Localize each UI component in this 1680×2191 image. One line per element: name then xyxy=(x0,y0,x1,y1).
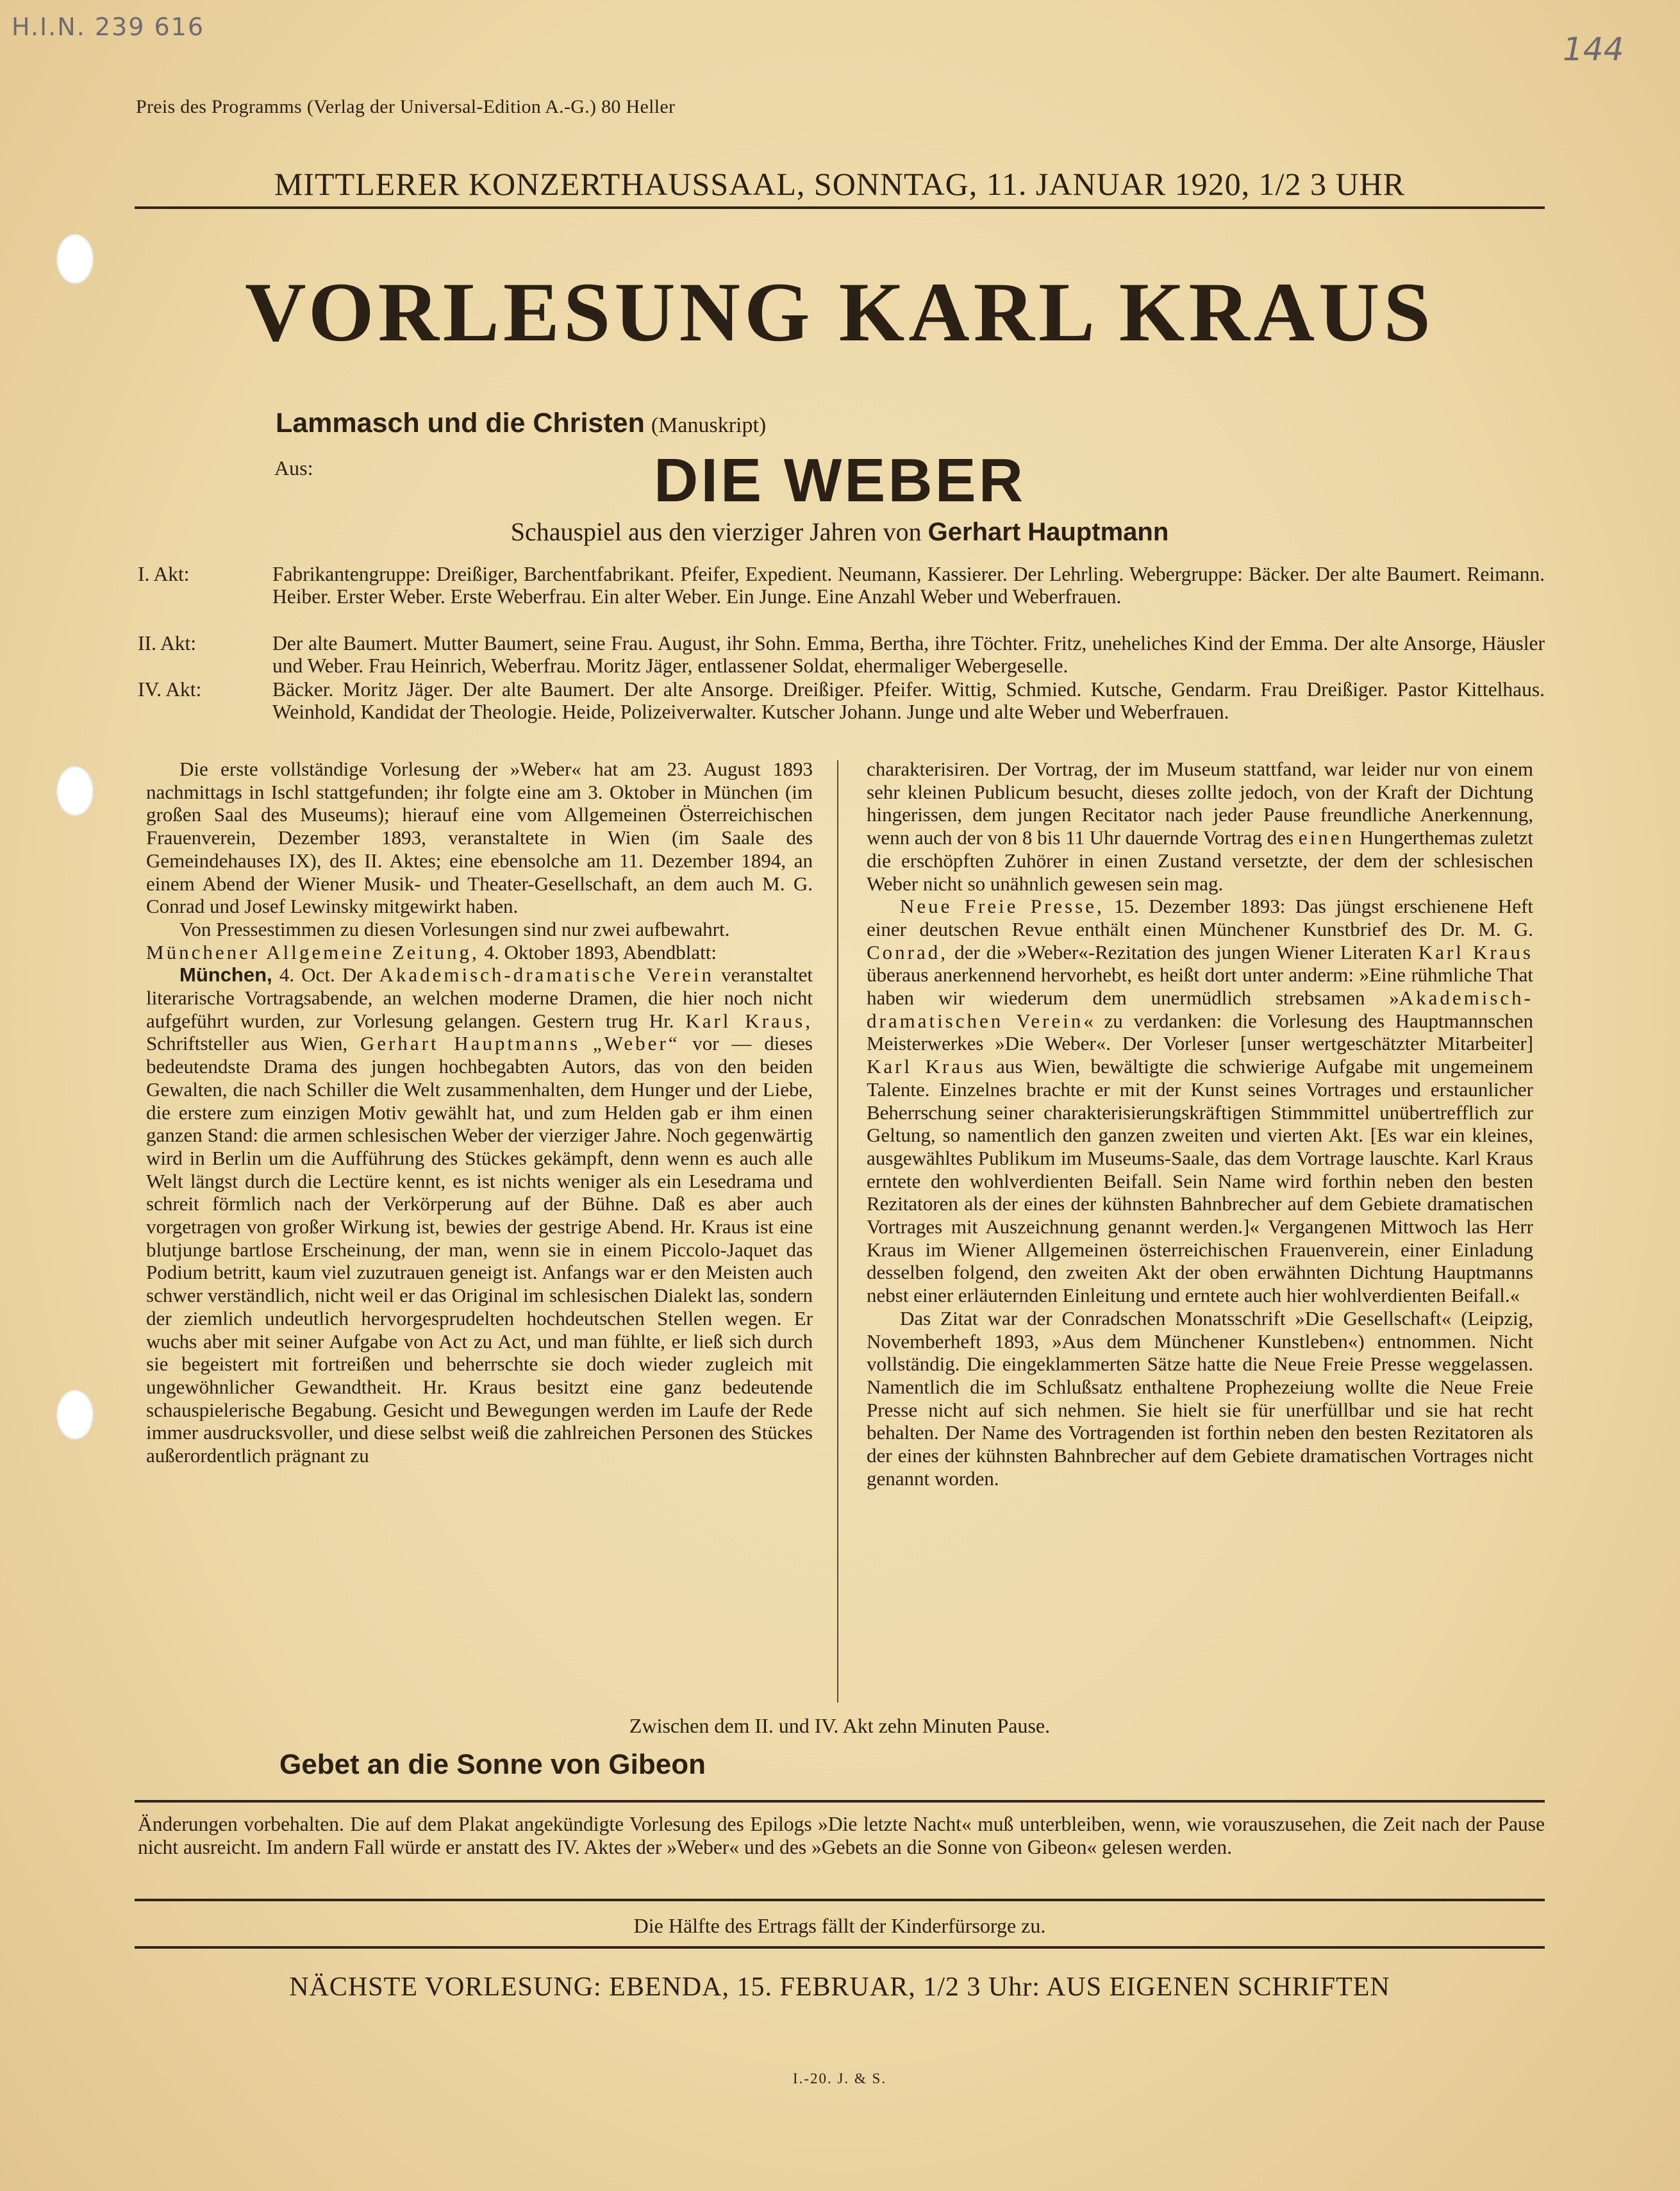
next-reading: NÄCHSTE VORLESUNG: EBENDA, 15. FEBRUAR, 1/2 3 Uhr: AUS EIGENEN SCHRIFTEN xyxy=(289,1972,1390,2002)
page-title: VORLESUNG KARL KRAUS xyxy=(245,265,1435,359)
cast-act-label: I. Akt: xyxy=(138,563,190,585)
nfp-text-d: « zu verdanken: die Vorlesung des Hauptmannschen Meisterwerkes »Die Weber«. Der Vorleser [unser wertgeschätzter Mitarbeiter] xyxy=(867,1009,1533,1055)
pause-line: Zwischen dem II. und IV. Akt zehn Minuten Pause. xyxy=(629,1714,1051,1737)
program-piece-1 xyxy=(276,408,766,439)
aus-label: Aus: xyxy=(274,456,313,479)
nfp-verein: Akademisch-dramatischen Verein xyxy=(867,987,1533,1032)
punch-hole-middle xyxy=(56,766,94,816)
cast-act-text: Fabrikantengruppe: Dreißiger, Barchentfabrikant. Pfeifer, Expedient. Neumann, Kassierer. Der Lehrling. Webergruppe: Bäcker. Der alte Baumert. Reimann. Heiber. Erster Weber. Erste Weberfrau. Ein alter Weber. Ein Junge. Eine Anzahl Weber und Weberfrauen. xyxy=(272,563,1545,608)
left-para-source xyxy=(146,941,813,964)
review-text-c: vor — dieses bedeutendste Drama des jungen hochbegabten Autors, das von den beiden Gewalten, die nach Schiller die Welt zusammenhalten, dem Hunger und der Liebe, die erstere zum einzigen Motiv gewählt hat, und zum Helden gab er ihm einen ganzen Stand: die armen schlesischen Weber der vierziger Jahre. Noch gegenwärtig wird in Berlin um die Aufführung des Stückes gekämpft, denn wenn es auch alle Welt längst durch die Lectüre kennt, es ist nichts weniger als ein Lesedrama und schreit förmlich nach der Verkörperung auf der Bühne. Daß es aber auch vorgetragen von großer Wirkung ist, bewies der gestrige Abend. Hr. Kraus ist eine blutjunge bartlose Erscheinung, der man, wenn sie in einem Piccolo-Jaquet das Podium betritt, kaum viel zuzutrauen geneigt ist. Anfangs war er den Meisten auch schwer verständlich, nicht weil er das Original im schlesischen Dialekt las, sondern der ziemlich undeutlich hervorgesprudelten hochdeutschen Stellen wegen. Er wuchs aber mit seiner Aufgabe von Act zu Act, und man fühlte, er ließ sich durch sie begeistert mit fortreißen und beherrschte sie doch wieder zugleich mit ungewöhnlicher Gewandtheit. Hr. Kraus besitzt eine ganz bedeutende schauspielerische Begabung. Gesicht und Bewegungen werden im Laufe der Rede immer ausdrucksvoller, und diese selbst weiß die zahlreichen Personen des Stückes außerordentlich prägnant zu xyxy=(146,1032,813,1467)
punch-hole-bottom xyxy=(56,1390,94,1440)
left-para-history: Die erste vollständige Vorlesung der »Weber« hat am 23. August 1893 nachmittags in Ischl stattgefunden; ihr folgte eine am 3. Oktober in München (im großen Saal des Museums); hierauf eine vom Allgemeinen Österreichischen Frauenverein, Dezember 1893, veranstaltete in Wien (im Saale des Gemeindehauses IX), des II. Aktes; eine ebensolche am 11. Dezember 1894, an einem Abend der Wiener Musik- und Theater-Gesellschaft, an dem auch M. G. Conrad und Josef Lewinsky mitgewirkt haben. xyxy=(146,758,813,918)
review-kraus: Karl Kraus, xyxy=(685,1009,813,1032)
piece1-note: (Manuskript) xyxy=(651,413,767,437)
changes-rule-bottom xyxy=(135,1899,1545,1901)
cast-act-text: Bäcker. Moritz Jäger. Der alte Baumert. Der alte Ansorge. Dreißiger. Pfeifer. Wittig, Schmied. Kutsche, Gendarm. Frau Dreißiger. Pastor Kittelhaus. Weinhold, Kandidat der Theologie. Heide, Polizeiverwalter. Kutscher Johann. Junge und alte Weber und Weberfrauen. xyxy=(272,678,1545,723)
review-city: München, xyxy=(179,963,272,987)
cast-act-1 xyxy=(138,563,1545,608)
nfp-text-c: überaus anerkennend hervorhebt, es heißt dort unter anderm: »Eine rühmliche That haben wir wiederum dem unermüdlich strebsamen » xyxy=(867,963,1533,1010)
nfp-text-a: 15. Dezember 1893: Das jüngst erschienene Heft einer deutschen Revue enthält einen Münchener Kunstbrief des Dr. M. G. xyxy=(867,895,1534,940)
nfp-text-e: aus Wien, bewältigte die schwierige Aufgabe mit ungemeinem Talente. Einzelnes brachte er mit der Kunst seines Vortrages und erstaunlicher Beherrschung seiner charakterisierungskräftigen Stimmmittel unübertrefflich zur Geltung, so namentlich den ganzen zweiten und vierten Akt. [Es war ein kleines, ausgewähltes Publikum im Museums-Saale, das dem Vortrage lauschte. Karl Kraus erntete den wohlverdienten Beifall. Sein Name wird forthin neben den besten Rezitatoren als der eines der kühnsten Bahnbrecher auf dem Gebiete dramatischen Vortrages mit Auszeichnung genannt werden.]« Vergangenen Mittwoch las Herr Kraus im Wiener Allgemeinen österreichischen Frauenverein, einer Einladung desselben folgend, den zweiten Akt der oben erwähnten Dichtung Hauptmanns nebst einer erläuternden Einleitung und erntete auch hier wohlverdienten Beifall.« xyxy=(867,1055,1533,1307)
nfp-kraus-2: Karl Kraus xyxy=(867,1055,986,1078)
right-para-continued xyxy=(867,758,1533,895)
left-column xyxy=(146,758,813,1467)
punch-hole-top xyxy=(56,234,94,284)
nfp-conrad: Conrad, xyxy=(867,940,949,963)
changes-rule-top xyxy=(135,1800,1545,1803)
right-text-b: Hungerthemas zuletzt die erschöpften Zuhörer in einen Zustand versetzte, der dem der schlesischen Weber nicht so unähnlich gewesen sein mag. xyxy=(867,826,1534,895)
main-work-title: DIE WEBER xyxy=(653,446,1026,515)
review-weber: „Weber“ xyxy=(592,1032,680,1055)
review-text-b: Schriftsteller aus Wien, xyxy=(146,1032,348,1055)
printer-mark: I.-20. J. & S. xyxy=(792,2070,887,2087)
right-einen: einen xyxy=(1298,826,1355,849)
nfp-text-b: der die »Weber«-Rezitation des jungen Wiener Literaten xyxy=(954,940,1412,963)
right-column xyxy=(867,758,1533,1490)
column-divider xyxy=(837,760,838,1703)
review-verein: Akademisch-dramatische Verein xyxy=(379,963,714,987)
archive-signature: H.I.N. 239 616 xyxy=(12,13,204,41)
right-para-citation: Das Zitat war der Conradschen Monatsschrift »Die Gesellschaft« (Leipzig, Novemberheft 1893, »Aus dem Münchener Kunstleben«) entnommen. Nicht vollständig. Die eingeklammerten Sätze hatte die Neue Freie Presse weggelassen. Namentlich die im Schlußsatz enthaltene Prophezeiung wollte die Neue Freie Presse nicht auf sich nehmen. Sie hielt sie für unerfüllbar und sie hat recht behalten. Der Name des Vortragenden ist forthin neben den besten Rezitatoren als der eines der kühnsten Bahnbrecher auf dem Gebiete dramatischen Vortrages nicht genannt worden. xyxy=(867,1306,1533,1490)
piece1-title: Lammasch und die Christen xyxy=(276,408,645,438)
page-number: 144 xyxy=(1563,31,1624,68)
right-text-a: charakterisiren. Der Vortrag, der im Museum stattfand, war leider nur von einem sehr kleinen Publicum besucht, dieses zollte jedoch, von der Kraft der Dichtung hingerissen, dem jungen Recitator nach jeder Pause freundliche Anerkennung, wenn auch der von 8 bis 11 Uhr dauernde Vortrag des xyxy=(867,758,1533,849)
cast-act-label: IV. Akt: xyxy=(138,678,202,701)
proceeds-rule xyxy=(135,1946,1545,1949)
review-date: 4. Oct. Der xyxy=(279,963,372,987)
left-para-review xyxy=(146,963,813,1467)
review-hauptmanns: Gerhart Hauptmanns xyxy=(360,1032,581,1055)
work-subtitle xyxy=(135,517,1545,547)
nfp-source: Neue Freie Presse, xyxy=(900,895,1104,918)
subtitle-author: Gerhart Hauptmann xyxy=(927,518,1169,546)
subtitle-prefix: Schauspiel aus den vierziger Jahren von xyxy=(510,517,922,546)
nfp-kraus: Karl Kraus xyxy=(1418,940,1533,963)
right-para-nfp xyxy=(867,895,1533,1307)
cast-act-2 xyxy=(138,632,1545,677)
price-line: Preis des Programms (Verlag der Universal-Edition A.-G.) 80 Heller xyxy=(136,96,676,117)
cast-act-label: II. Akt: xyxy=(138,632,196,654)
review-text-a: veranstaltet literarische Vortragsabende, an welchen moderne Dramen, die hier noch nicht aufgeführt wurden, zur Vorlesung gelangen. Gestern trug Hr. xyxy=(146,963,813,1032)
venue-line: MITTLERER KONZERTHAUSSAAL, SONNTAG, 11. JANUAR 1920, 1/2 3 UHR xyxy=(274,166,1406,202)
proceeds-note: Die Hälfte des Ertrags fällt der Kinderfürsorge zu. xyxy=(633,1914,1046,1937)
changes-note: Änderungen vorbehalten. Die auf dem Plakat angekündigte Vorlesung des Epilogs »Die letzte Nacht« muß unterbleiben, wenn, wie vorauszusehen, die Zeit nach der Pause nicht ausreicht. Im andern Fall würde er anstatt des IV. Aktes der »Weber« und des »Gebets an die Sonne von Gibeon« gelesen werden. xyxy=(138,1813,1545,1858)
venue-rule xyxy=(135,206,1545,209)
left-para-press: Von Pressestimmen zu diesen Vorlesungen sind nur zwei aufbewahrt. xyxy=(179,917,730,940)
source-date: 4. Oktober 1893, Abendblatt: xyxy=(484,940,717,963)
cast-act-text: Der alte Baumert. Mutter Baumert, seine Frau. August, ihr Sohn. Emma, Bertha, ihre Töchter. Fritz, uneheliches Kind der Emma. Der alte Ansorge, Häusler und Weber. Frau Heinrich, Weberfrau. Moritz Jäger, entlassener Soldat, ehermaliger Webergeselle. xyxy=(272,632,1545,677)
program-piece-2: Gebet an die Sonne von Gibeon xyxy=(279,1749,706,1780)
cast-act-4 xyxy=(138,678,1545,723)
source-name: Münchener Allgemeine Zeitung, xyxy=(146,940,479,963)
